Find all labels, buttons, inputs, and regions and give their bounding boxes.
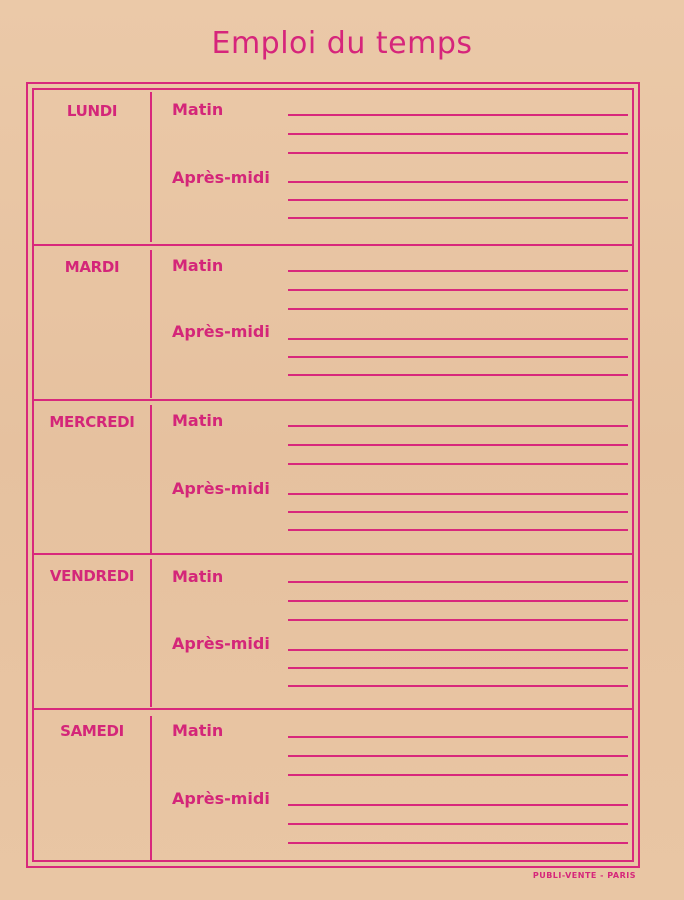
day-row-samedi [34, 708, 632, 862]
column-divider [150, 716, 152, 862]
writing-line[interactable] [288, 463, 628, 465]
day-row-mardi [34, 244, 632, 401]
afternoon-label: Après-midi [172, 789, 270, 808]
day-row-lundi [34, 90, 632, 246]
writing-line[interactable] [288, 804, 628, 806]
column-divider [150, 92, 152, 242]
morning-label: Matin [172, 411, 224, 430]
writing-line[interactable] [288, 374, 628, 376]
morning-label: Matin [172, 567, 224, 586]
day-row-vendredi [34, 553, 632, 711]
writing-line[interactable] [288, 133, 628, 135]
writing-line[interactable] [288, 685, 628, 687]
day-name: VENDREDI [49, 567, 135, 585]
writing-line[interactable] [288, 823, 628, 825]
writing-line[interactable] [288, 270, 628, 272]
writing-line[interactable] [288, 444, 628, 446]
writing-line[interactable] [288, 338, 628, 340]
writing-line[interactable] [288, 217, 628, 219]
writing-line[interactable] [288, 842, 628, 844]
writing-line[interactable] [288, 755, 628, 757]
writing-line[interactable] [288, 289, 628, 291]
writing-line[interactable] [288, 493, 628, 495]
writing-line[interactable] [288, 511, 628, 513]
morning-label: Matin [172, 256, 224, 275]
writing-line[interactable] [288, 736, 628, 738]
writing-line[interactable] [288, 619, 628, 621]
writing-line[interactable] [288, 581, 628, 583]
day-name: SAMEDI [60, 722, 124, 740]
morning-label: Matin [172, 721, 224, 740]
writing-line[interactable] [288, 600, 628, 602]
writing-line[interactable] [288, 667, 628, 669]
column-divider [150, 559, 152, 707]
day-row-mercredi [34, 399, 632, 556]
writing-line[interactable] [288, 649, 628, 651]
writing-line[interactable] [288, 152, 628, 154]
day-name: MARDI [64, 258, 120, 276]
afternoon-label: Après-midi [172, 168, 270, 187]
writing-line[interactable] [288, 308, 628, 310]
writing-line[interactable] [288, 425, 628, 427]
writing-line[interactable] [288, 199, 628, 201]
column-divider [150, 405, 152, 553]
writing-line[interactable] [288, 114, 628, 116]
afternoon-label: Après-midi [172, 322, 270, 341]
writing-line[interactable] [288, 181, 628, 183]
afternoon-label: Après-midi [172, 479, 270, 498]
writing-line[interactable] [288, 529, 628, 531]
morning-label: Matin [172, 100, 224, 119]
day-name: MERCREDI [49, 413, 135, 431]
day-name: LUNDI [66, 102, 118, 120]
publisher-imprint: PUBLI-VENTE - PARIS [532, 871, 636, 880]
writing-line[interactable] [288, 774, 628, 776]
writing-line[interactable] [288, 356, 628, 358]
page-title: Emploi du temps [211, 26, 473, 61]
column-divider [150, 250, 152, 398]
afternoon-label: Après-midi [172, 634, 270, 653]
